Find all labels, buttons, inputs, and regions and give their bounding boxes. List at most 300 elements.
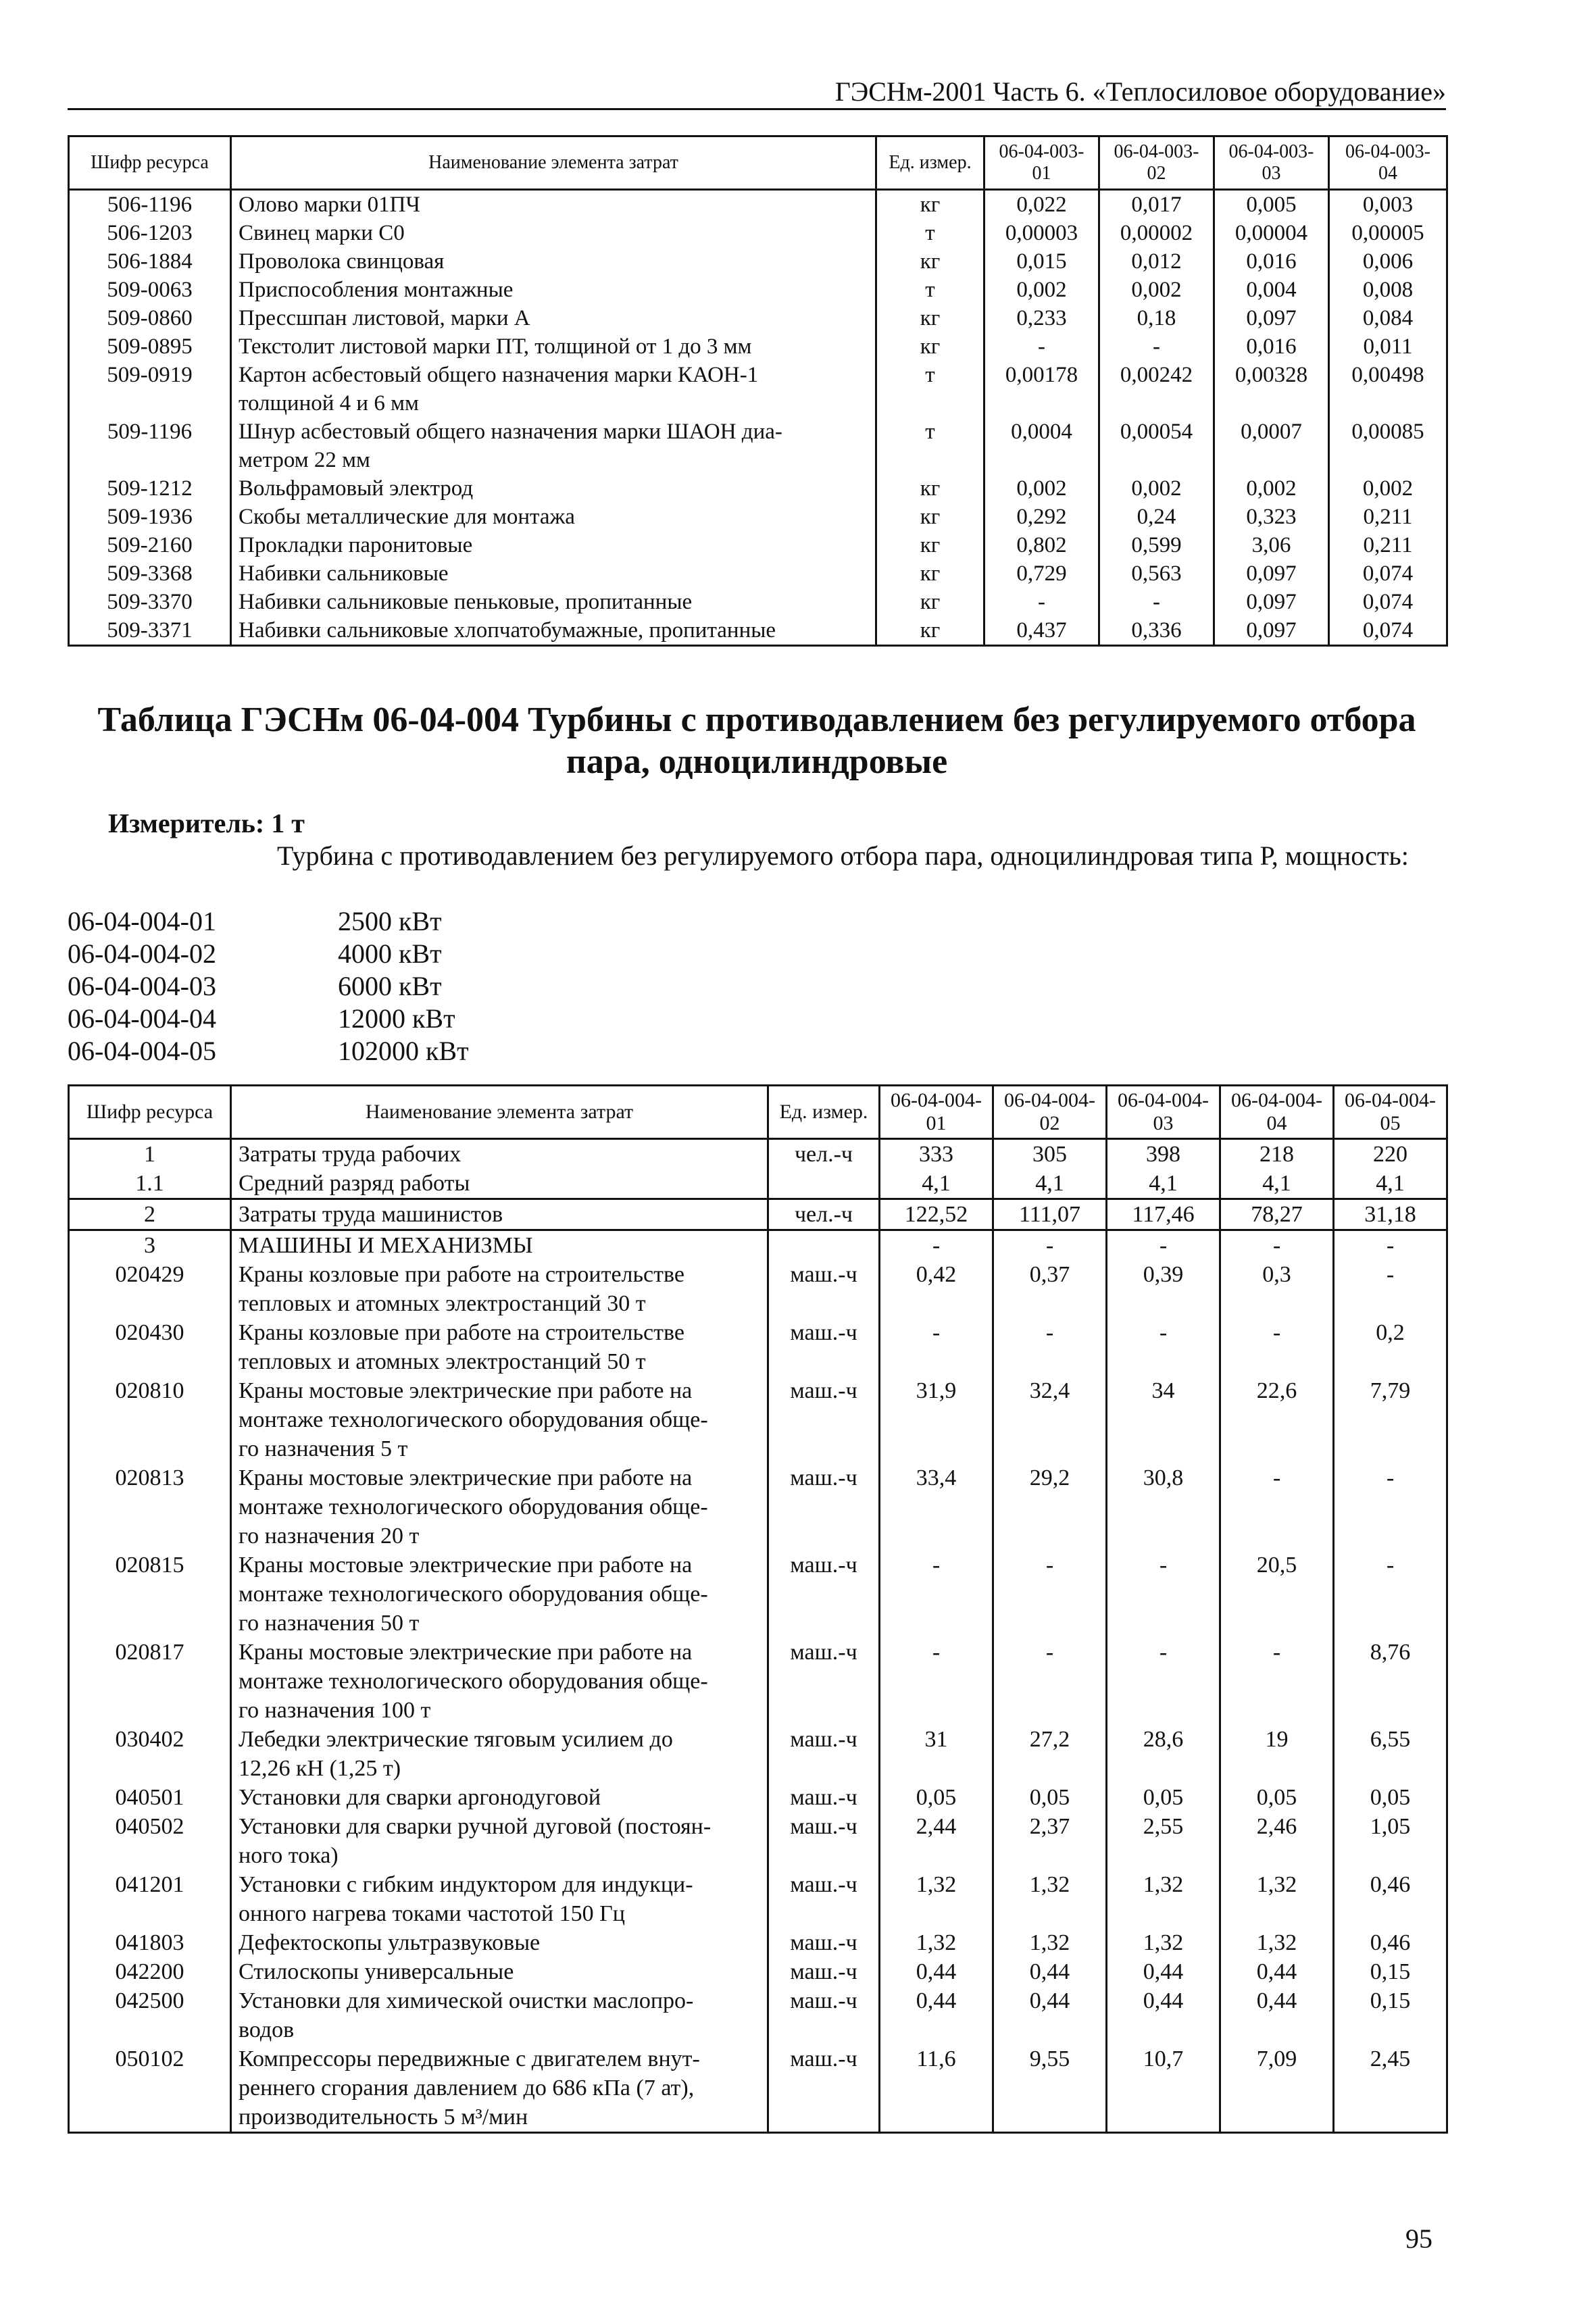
- resource-name-line: Прессшпан листовой, марки А: [239, 306, 530, 330]
- col-header-v2: 06-04-004-02: [993, 1086, 1107, 1139]
- resource-value: -: [993, 1551, 1107, 1638]
- resource-value: 0,05: [1334, 1783, 1447, 1812]
- table-header-row: [69, 136, 1447, 190]
- resource-value: 0,0007: [1214, 418, 1329, 474]
- resource-unit: маш.-ч: [768, 1986, 880, 2044]
- resource-name: [231, 1957, 768, 1986]
- resource-unit: кг: [876, 474, 984, 503]
- resource-value: 0,18: [1099, 304, 1214, 332]
- resource-value: 1,32: [1220, 1870, 1334, 1928]
- resource-unit: кг: [876, 304, 984, 332]
- resource-value: 0,599: [1099, 531, 1214, 559]
- resource-name-line: Краны козловые при работе на строительстве: [239, 1262, 684, 1287]
- resource-name: [231, 531, 876, 559]
- resource-value: -: [1220, 1638, 1334, 1725]
- resource-name-line: Краны мостовые электрические при работе на: [239, 1465, 693, 1490]
- resource-code: 040502: [69, 1812, 231, 1870]
- resource-name: [231, 1725, 768, 1783]
- resource-name: [231, 503, 876, 531]
- resource-value: 0,015: [984, 247, 1099, 276]
- resource-unit: кг: [876, 616, 984, 646]
- resource-name: [231, 1169, 768, 1199]
- header-rule: [68, 108, 1446, 110]
- resource-value: 4,1: [1220, 1169, 1334, 1199]
- resource-value: 29,2: [993, 1463, 1107, 1551]
- table-row: [69, 616, 1447, 646]
- variant-row: [68, 905, 469, 938]
- resource-name: [231, 304, 876, 332]
- resource-name-line: Средний разряд работы: [239, 1171, 470, 1196]
- resource-value: 2,37: [993, 1812, 1107, 1870]
- resource-code: 020813: [69, 1463, 231, 1551]
- resource-unit: т: [876, 219, 984, 247]
- resource-value: -: [880, 1551, 993, 1638]
- resource-value: 20,5: [1220, 1551, 1334, 1638]
- resource-name-line: онного нагрева токами частотой 150 Гц: [239, 1901, 625, 1926]
- col-header-name: Наименование элемента затрат: [231, 1086, 768, 1139]
- resource-value: 28,6: [1107, 1725, 1220, 1783]
- col-header-code: Шифр ресурса: [69, 1086, 231, 1139]
- resource-unit: маш.-ч: [768, 1725, 880, 1783]
- resource-name: [231, 361, 876, 418]
- resource-unit: кг: [876, 247, 984, 276]
- resource-unit: чел.-ч: [768, 1139, 880, 1169]
- resource-name-line: водов: [239, 2017, 295, 2042]
- resource-value: 0,097: [1214, 616, 1329, 646]
- resource-code: 020817: [69, 1638, 231, 1725]
- resource-name: [231, 276, 876, 304]
- resource-value: 0,084: [1329, 304, 1447, 332]
- resource-name-line: Олово марки 01ПЧ: [239, 193, 420, 217]
- resource-value: 0,016: [1214, 332, 1329, 361]
- resource-value: 9,55: [993, 2044, 1107, 2133]
- resource-value: 0,211: [1329, 503, 1447, 531]
- resource-unit: т: [876, 276, 984, 304]
- resource-code: 030402: [69, 1725, 231, 1783]
- resource-name-line: Вольфрамовый электрод: [239, 476, 474, 501]
- resource-name-line: 12,26 кН (1,25 т): [239, 1756, 401, 1781]
- table-row: [69, 2044, 1447, 2133]
- resource-value: 10,7: [1107, 2044, 1220, 2133]
- resource-name-line: монтаже технологического оборудования обще-: [239, 1494, 708, 1519]
- resource-value: 0,011: [1329, 332, 1447, 361]
- resource-name: [231, 1318, 768, 1376]
- resource-code: 509-0919: [69, 361, 231, 418]
- variant-row: [68, 970, 469, 1003]
- table-row: [69, 588, 1447, 616]
- table-row: [69, 1957, 1447, 1986]
- resource-value: 1,32: [993, 1870, 1107, 1928]
- resource-value: 0,292: [984, 503, 1099, 531]
- resource-name-line: монтаже технологического оборудования обще-: [239, 1582, 708, 1607]
- resource-value: 0,00242: [1099, 361, 1214, 418]
- resource-value: 0,323: [1214, 503, 1329, 531]
- resource-value: 6,55: [1334, 1725, 1447, 1783]
- resource-code: 2: [69, 1199, 231, 1230]
- resource-value: 0,05: [880, 1783, 993, 1812]
- resource-value: -: [1220, 1463, 1334, 1551]
- resource-name-line: Текстолит листовой марки ПТ, толщиной от 1 до 3 мм: [239, 334, 752, 359]
- resource-value: 2,46: [1220, 1812, 1334, 1870]
- resource-value: 0,097: [1214, 559, 1329, 588]
- resource-name: [231, 2044, 768, 2133]
- resource-table-004: [68, 1084, 1448, 2134]
- resource-name-line: Установки с гибким индуктором для индукци-: [239, 1872, 693, 1897]
- resource-unit: маш.-ч: [768, 1870, 880, 1928]
- resource-name-line: Шнур асбестовый общего назначения марки ШАОН диа-: [239, 420, 782, 444]
- resource-name: [231, 588, 876, 616]
- resource-value: 2,55: [1107, 1812, 1220, 1870]
- resource-value: 0,00085: [1329, 418, 1447, 474]
- resource-value: 32,4: [993, 1376, 1107, 1463]
- resource-value: 0,00004: [1214, 219, 1329, 247]
- resource-name-line: Краны мостовые электрические при работе на: [239, 1378, 693, 1403]
- resource-value: 0,2: [1334, 1318, 1447, 1376]
- table-row: [69, 1551, 1447, 1638]
- resource-value: 30,8: [1107, 1463, 1220, 1551]
- resource-value: -: [1099, 588, 1214, 616]
- resource-name: [231, 1928, 768, 1957]
- resource-unit: кг: [876, 531, 984, 559]
- resource-value: 8,76: [1334, 1638, 1447, 1725]
- resource-code: 042200: [69, 1957, 231, 1986]
- resource-value: 333: [880, 1139, 993, 1169]
- resource-value: 3,06: [1214, 531, 1329, 559]
- resource-value: 0,005: [1214, 190, 1329, 220]
- resource-value: 0,46: [1334, 1928, 1447, 1957]
- resource-value: -: [1334, 1230, 1447, 1261]
- resource-value: -: [993, 1318, 1107, 1376]
- resource-value: 0,42: [880, 1260, 993, 1318]
- resource-name-line: Дефектоскопы ультразвуковые: [239, 1930, 541, 1955]
- resource-value: 0,44: [1107, 1957, 1220, 1986]
- resource-value: 1,32: [1220, 1928, 1334, 1957]
- resource-value: 0,729: [984, 559, 1099, 588]
- resource-name-line: Компрессоры передвижные с двигателем внут-: [239, 2046, 700, 2071]
- resource-value: 220: [1334, 1139, 1447, 1169]
- col-header-unit: Ед. измер.: [768, 1086, 880, 1139]
- resource-code: 509-3370: [69, 588, 231, 616]
- resource-value: 111,07: [993, 1199, 1107, 1230]
- resource-name-line: го назначения 5 т: [239, 1436, 408, 1461]
- resource-code: 020815: [69, 1551, 231, 1638]
- page-header: ГЭСНм-2001 Часть 6. «Теплосиловое оборудование»: [834, 76, 1446, 107]
- resource-code: 041803: [69, 1928, 231, 1957]
- variant-row: [68, 1003, 469, 1035]
- resource-value: 0,003: [1329, 190, 1447, 220]
- resource-name-line: Набивки сальниковые хлопчатобумажные, пропитанные: [239, 618, 776, 643]
- resource-name-line: Набивки сальниковые пеньковые, пропитанные: [239, 590, 693, 614]
- resource-code: 509-3371: [69, 616, 231, 646]
- resource-name-line: Приспособления монтажные: [239, 278, 514, 302]
- resource-name-line: Свинец марки С0: [239, 221, 405, 245]
- variant-power: 6000 кВт: [338, 971, 442, 1001]
- variant-code: 06-04-004-01: [68, 906, 216, 936]
- col-header-code: Шифр ресурса: [69, 136, 231, 190]
- resource-value: 0,074: [1329, 588, 1447, 616]
- table-row: [69, 247, 1447, 276]
- resource-value: 0,00498: [1329, 361, 1447, 418]
- col-header-v4: 06-04-004-04: [1220, 1086, 1334, 1139]
- resource-name: [231, 247, 876, 276]
- col-header-v2: 06-04-003-02: [1099, 136, 1214, 190]
- table-row: [69, 1812, 1447, 1870]
- resource-code: 509-0063: [69, 276, 231, 304]
- resource-name-line: Краны козловые при работе на строительстве: [239, 1320, 684, 1345]
- resource-value: -: [1220, 1230, 1334, 1261]
- variant-power: 12000 кВт: [338, 1003, 455, 1034]
- resource-name: [231, 1260, 768, 1318]
- resource-name-line: толщиной 4 и 6 мм: [239, 391, 419, 416]
- table-row: [69, 1638, 1447, 1725]
- resource-value: -: [993, 1230, 1107, 1261]
- resource-name-line: тепловых и атомных электростанций 50 т: [239, 1349, 646, 1374]
- table-header-row: [69, 1086, 1447, 1139]
- table-row: [69, 1986, 1447, 2044]
- resource-value: 0,00178: [984, 361, 1099, 418]
- resource-unit: маш.-ч: [768, 2044, 880, 2133]
- table-row: [69, 474, 1447, 503]
- table-row: [69, 1199, 1447, 1230]
- resource-value: -: [1107, 1638, 1220, 1725]
- resource-name-line: го назначения 20 т: [239, 1524, 420, 1549]
- resource-value: 2,45: [1334, 2044, 1447, 2133]
- col-header-v1: 06-04-004-01: [880, 1086, 993, 1139]
- resource-name: [231, 332, 876, 361]
- resource-value: -: [880, 1230, 993, 1261]
- resource-name-line: тепловых и атомных электростанций 30 т: [239, 1291, 646, 1316]
- col-header-unit: Ед. измер.: [876, 136, 984, 190]
- resource-value: 0,002: [984, 474, 1099, 503]
- meter-value: 1 т: [271, 808, 305, 838]
- resource-name-line: Затраты труда рабочих: [239, 1142, 462, 1167]
- resource-code: 020810: [69, 1376, 231, 1463]
- resource-name-line: монтаже технологического оборудования обще-: [239, 1407, 708, 1432]
- resource-value: 1,32: [1107, 1870, 1220, 1928]
- resource-value: 0,3: [1220, 1260, 1334, 1318]
- resource-code: 509-1196: [69, 418, 231, 474]
- resource-unit: кг: [876, 588, 984, 616]
- resource-name: [231, 1986, 768, 2044]
- resource-value: 0,44: [880, 1986, 993, 2044]
- resource-value: -: [1107, 1318, 1220, 1376]
- table-row: [69, 1318, 1447, 1376]
- resource-value: 0,563: [1099, 559, 1214, 588]
- resource-code: 509-0895: [69, 332, 231, 361]
- resource-value: 0,44: [993, 1986, 1107, 2044]
- resource-name: [231, 474, 876, 503]
- resource-unit: [768, 1169, 880, 1199]
- resource-name-line: Скобы металлические для монтажа: [239, 505, 575, 529]
- resource-name-line: го назначения 50 т: [239, 1611, 420, 1636]
- table-row: [69, 304, 1447, 332]
- resource-value: 78,27: [1220, 1199, 1334, 1230]
- resource-code: 509-3368: [69, 559, 231, 588]
- resource-name: [231, 616, 876, 646]
- table-row: [69, 1725, 1447, 1783]
- table-body: [69, 190, 1447, 646]
- resource-value: 33,4: [880, 1463, 993, 1551]
- resource-value: 0,15: [1334, 1957, 1447, 1986]
- resource-value: 0,336: [1099, 616, 1214, 646]
- resource-code: 020430: [69, 1318, 231, 1376]
- variant-row: [68, 1035, 469, 1067]
- resource-name-line: Краны мостовые электрические при работе на: [239, 1640, 693, 1665]
- resource-value: 34: [1107, 1376, 1220, 1463]
- resource-value: 11,6: [880, 2044, 993, 2133]
- resource-code: 509-1212: [69, 474, 231, 503]
- resource-name: [231, 559, 876, 588]
- col-header-v5: 06-04-004-05: [1334, 1086, 1447, 1139]
- resource-name: [231, 219, 876, 247]
- table-row: [69, 503, 1447, 531]
- resource-name: [231, 1199, 768, 1230]
- variant-power: 4000 кВт: [338, 938, 442, 969]
- resource-name-line: Затраты труда машинистов: [239, 1202, 503, 1227]
- col-header-v3: 06-04-003-03: [1214, 136, 1329, 190]
- table-row: [69, 1169, 1447, 1199]
- resource-value: 0,097: [1214, 304, 1329, 332]
- resource-value: 0,24: [1099, 503, 1214, 531]
- resource-value: 0,802: [984, 531, 1099, 559]
- table-row: [69, 1376, 1447, 1463]
- table-row: [69, 559, 1447, 588]
- resource-unit: маш.-ч: [768, 1638, 880, 1725]
- resource-value: -: [1107, 1551, 1220, 1638]
- resource-name: [231, 1463, 768, 1551]
- resource-name: [231, 1870, 768, 1928]
- resource-unit: маш.-ч: [768, 1783, 880, 1812]
- resource-value: 0,00002: [1099, 219, 1214, 247]
- table-row: [69, 1230, 1447, 1261]
- resource-value: -: [880, 1638, 993, 1725]
- resource-value: 0,002: [1099, 474, 1214, 503]
- resource-value: 31,18: [1334, 1199, 1447, 1230]
- resource-unit: маш.-ч: [768, 1376, 880, 1463]
- resource-name: [231, 1812, 768, 1870]
- resource-value: 19: [1220, 1725, 1334, 1783]
- table-row: [69, 1928, 1447, 1957]
- resource-value: 0,233: [984, 304, 1099, 332]
- resource-value: 0,44: [880, 1957, 993, 1986]
- resource-value: 0,44: [993, 1957, 1107, 1986]
- table-description: Турбина с противодавлением без регулируемого отбора пара, одноцилиндровая типа Р, мощность:: [277, 840, 1409, 871]
- table-row: [69, 1139, 1447, 1169]
- resource-value: 0,211: [1329, 531, 1447, 559]
- resource-name-line: производительность 5 м³/мин: [239, 2105, 528, 2130]
- resource-value: -: [1220, 1318, 1334, 1376]
- table-body: [69, 1139, 1447, 2133]
- resource-code: 509-1936: [69, 503, 231, 531]
- resource-value: 0,39: [1107, 1260, 1220, 1318]
- resource-name-line: Установки для химической очистки маслопро-: [239, 1988, 694, 2013]
- resource-code: 042500: [69, 1986, 231, 2044]
- resource-value: 0,012: [1099, 247, 1214, 276]
- table-row: [69, 361, 1447, 418]
- resource-name-line: Проволока свинцовая: [239, 249, 445, 274]
- table-row: [69, 1783, 1447, 1812]
- resource-value: 0,15: [1334, 1986, 1447, 2044]
- resource-value: 31: [880, 1725, 993, 1783]
- resource-name-line: Лебедки электрические тяговым усилием до: [239, 1727, 673, 1752]
- resource-value: 0,437: [984, 616, 1099, 646]
- resource-value: 218: [1220, 1139, 1334, 1169]
- resource-value: 2,44: [880, 1812, 993, 1870]
- resource-name: [231, 1139, 768, 1169]
- resource-unit: маш.-ч: [768, 1318, 880, 1376]
- resource-value: 0,074: [1329, 616, 1447, 646]
- resource-value: 305: [993, 1139, 1107, 1169]
- col-header-v3: 06-04-004-03: [1107, 1086, 1220, 1139]
- resource-value: 398: [1107, 1139, 1220, 1169]
- resource-value: 0,006: [1329, 247, 1447, 276]
- resource-unit: [768, 1230, 880, 1261]
- resource-value: -: [1107, 1230, 1220, 1261]
- resource-value: -: [984, 588, 1099, 616]
- resource-name-line: Краны мостовые электрические при работе на: [239, 1553, 693, 1578]
- resource-value: 4,1: [880, 1169, 993, 1199]
- resource-name: [231, 1783, 768, 1812]
- resource-value: 0,00328: [1214, 361, 1329, 418]
- resource-value: 1,32: [993, 1928, 1107, 1957]
- resource-value: 4,1: [993, 1169, 1107, 1199]
- resource-name-line: монтаже технологического оборудования обще-: [239, 1669, 708, 1694]
- resource-value: -: [1334, 1260, 1447, 1318]
- resource-value: 22,6: [1220, 1376, 1334, 1463]
- resource-value: -: [984, 332, 1099, 361]
- resource-value: 1,32: [1107, 1928, 1220, 1957]
- resource-name-line: ного тока): [239, 1843, 339, 1868]
- resource-value: 117,46: [1107, 1199, 1220, 1230]
- resource-name-line: Картон асбестовый общего назначения марки КАОН-1: [239, 363, 759, 387]
- resource-code: 509-2160: [69, 531, 231, 559]
- resource-value: 0,017: [1099, 190, 1214, 220]
- resource-unit: чел.-ч: [768, 1199, 880, 1230]
- meter-line: [108, 807, 305, 839]
- resource-value: 0,37: [993, 1260, 1107, 1318]
- resource-code: 050102: [69, 2044, 231, 2133]
- resource-unit: маш.-ч: [768, 1928, 880, 1957]
- resource-code: 020429: [69, 1260, 231, 1318]
- resource-value: 0,00005: [1329, 219, 1447, 247]
- resource-name-line: Установки для сварки ручной дуговой (постоян-: [239, 1814, 712, 1839]
- resource-value: 0,46: [1334, 1870, 1447, 1928]
- resource-value: 0,05: [993, 1783, 1107, 1812]
- resource-unit: т: [876, 418, 984, 474]
- resource-unit: кг: [876, 503, 984, 531]
- resource-value: 7,79: [1334, 1376, 1447, 1463]
- resource-value: 0,008: [1329, 276, 1447, 304]
- resource-value: 0,004: [1214, 276, 1329, 304]
- resource-unit: маш.-ч: [768, 1812, 880, 1870]
- variant-power: 102000 кВт: [338, 1036, 469, 1066]
- resource-unit: кг: [876, 332, 984, 361]
- resource-name: [231, 1230, 768, 1261]
- resource-value: 0,002: [1099, 276, 1214, 304]
- table-row: [69, 418, 1447, 474]
- resource-value: 0,05: [1220, 1783, 1334, 1812]
- resource-table-003: [68, 135, 1448, 647]
- variant-code: 06-04-004-04: [68, 1003, 216, 1034]
- resource-unit: кг: [876, 559, 984, 588]
- resource-code: 506-1196: [69, 190, 231, 220]
- resource-unit: маш.-ч: [768, 1260, 880, 1318]
- table-title: Таблица ГЭСНм 06-04-004 Турбины с противодавлением без регулируемого отбора пара, одноцилиндровые: [97, 701, 1416, 781]
- resource-value: 0,44: [1220, 1957, 1334, 1986]
- table-row: [69, 190, 1447, 220]
- resource-value: -: [1334, 1463, 1447, 1551]
- resource-code: 506-1203: [69, 219, 231, 247]
